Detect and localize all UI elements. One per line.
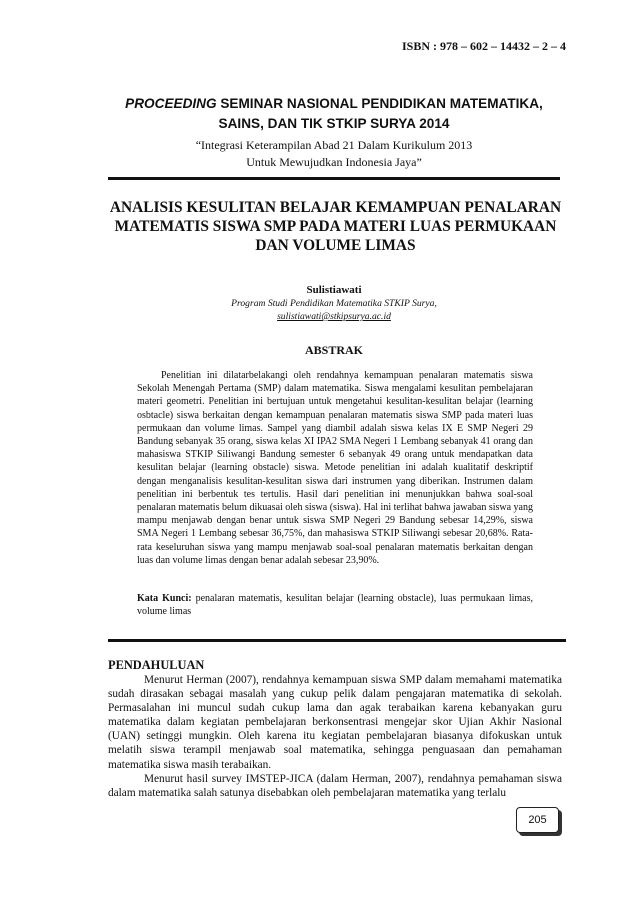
abstract-text: Penelitian ini dilatarbelakangi oleh rendahnya kemampuan penalaran matematis siswa Sekolah Menengah Pertama (SMP) dalam matematika. Siswa mengalami kesulitan pembelajaran materi geometri. Penelitian ini bertujuan untuk mengetahui kesulitan-kesulitan belajar (learning osbtacle) siswa berkaitan dengan kemampuan penalaran matematis siswa SMP pada materi luas permukaan dan volume limas. Sampel yang diambil adalah siswa kelas IX E SMP Negeri 29 Bandung sebanyak 35 orang, siswa kelas XI IPA2 SMA Negeri 1 Lembang sebanyak 41 orang dan mahasiswa STKIP Siliwangi Bandung semester 6 sebanyak 49 orang untuk mendapatkan data kesulitan belajar (learning obstacle) siswa. Metode penelitian ini adalah kualitatif deskriptif dengan menganalisis kesulitan-kesulitan siswa dari instrumen yang diberikan. Instrumen dalam penelitian ini berbentuk tes tertulis. Hasil dari penelitian ini menunjukkan bahwa soal-soal penalaran matematis belum dikuasai oleh siswa (siswa). Hal ini terlihat bahwa jawaban siswa yang mampu menjawab dengan benar untuk siswa SMP Negeri 29 Bandung sebesar 14,29%, siswa SMA Negeri 1 Lembang sebesar 36,75%, dan mahasiswa STKIP Siliwangi sebesar 20,68%. Rata-rata keseluruhan siswa yang mampu menjawab soal-soal penalaran matematis berkaitan dengan luas dan volume limas dengan benar adalah sebesar 23,90%.: [137, 370, 533, 566]
header-divider: [108, 177, 560, 180]
seminar-theme: [108, 137, 560, 171]
keywords: [137, 592, 533, 618]
keywords-list: penalaran matematis, kesulitan belajar (learning obstacle), luas permukaan limas, volume limas: [137, 593, 533, 618]
seminar-theme-line1: “Integrasi Keterampilan Abad 21 Dalam Kurikulum 2013: [195, 138, 473, 152]
paper-title-line3: DAN VOLUME LIMAS: [255, 237, 416, 254]
proceeding-title-line1: [108, 94, 560, 114]
abstract-heading: ABSTRAK: [304, 343, 363, 357]
proceeding-italic-word: PROCEEDING: [125, 96, 217, 111]
keywords-label: Kata Kunci:: [137, 593, 192, 604]
author-affiliation-block: [108, 297, 560, 323]
paper-title-line2: MATEMATIS SISWA SMP PADA MATERI LUAS PERMUKAAN: [114, 218, 557, 235]
proceeding-title: [108, 94, 560, 134]
section-heading: PENDAHULUAN: [108, 658, 205, 672]
isbn-header: ISBN : 978 – 602 – 14432 – 2 – 4: [401, 39, 566, 53]
author-name: Sulistiawati: [306, 284, 362, 296]
paper-title: [108, 198, 563, 255]
author-affiliation: Program Studi Pendidikan Matematika STKIP Surya,: [231, 298, 437, 309]
page-number-badge: 205: [516, 807, 559, 833]
proceeding-line1-rest: SEMINAR NASIONAL PENDIDIKAN MATEMATIKA,: [216, 96, 543, 111]
section-body: [108, 673, 562, 800]
body-paragraph-2: Menurut hasil survey IMSTEP-JICA (dalam Herman, 2007), rendahnya pemahaman siswa dalam matematika salah satunya disebabkan oleh pembelajaran matematika yang terlalu: [108, 772, 562, 799]
paper-title-line1: ANALISIS KESULITAN BELAJAR KEMAMPUAN PENALARAN: [109, 199, 562, 216]
proceeding-title-line2: SAINS, DAN TIK STKIP SURYA 2014: [218, 116, 450, 131]
abstract-divider: [108, 639, 566, 642]
author-email-link[interactable]: sulistiawati@stkipsurya.ac.id: [277, 311, 391, 322]
body-paragraph-1: Menurut Herman (2007), rendahnya kemampuan siswa SMP dalam memahami matematika sudah dirasakan sebagai masalah yang cukup pelik dalam pengajaran matematika di sekolah. Permasalahan ini muncul sudah cukup lama dan agak terabaikan karena kebanyakan guru matematika dalam kegiatan pembelajaran berkonsentrasi mengejar skor Ujian Akhir Nasional (UAN) setinggi mungkin. Oleh karena itu kegiatan pembelajaran biasanya difokuskan untuk melatih siswa terampil menjawab soal matematika, sehingga penguasaan dan pemahaman matematika siswa masih terabaikan.: [108, 674, 562, 771]
seminar-theme-line2: Untuk Mewujudkan Indonesia Jaya”: [246, 155, 422, 169]
